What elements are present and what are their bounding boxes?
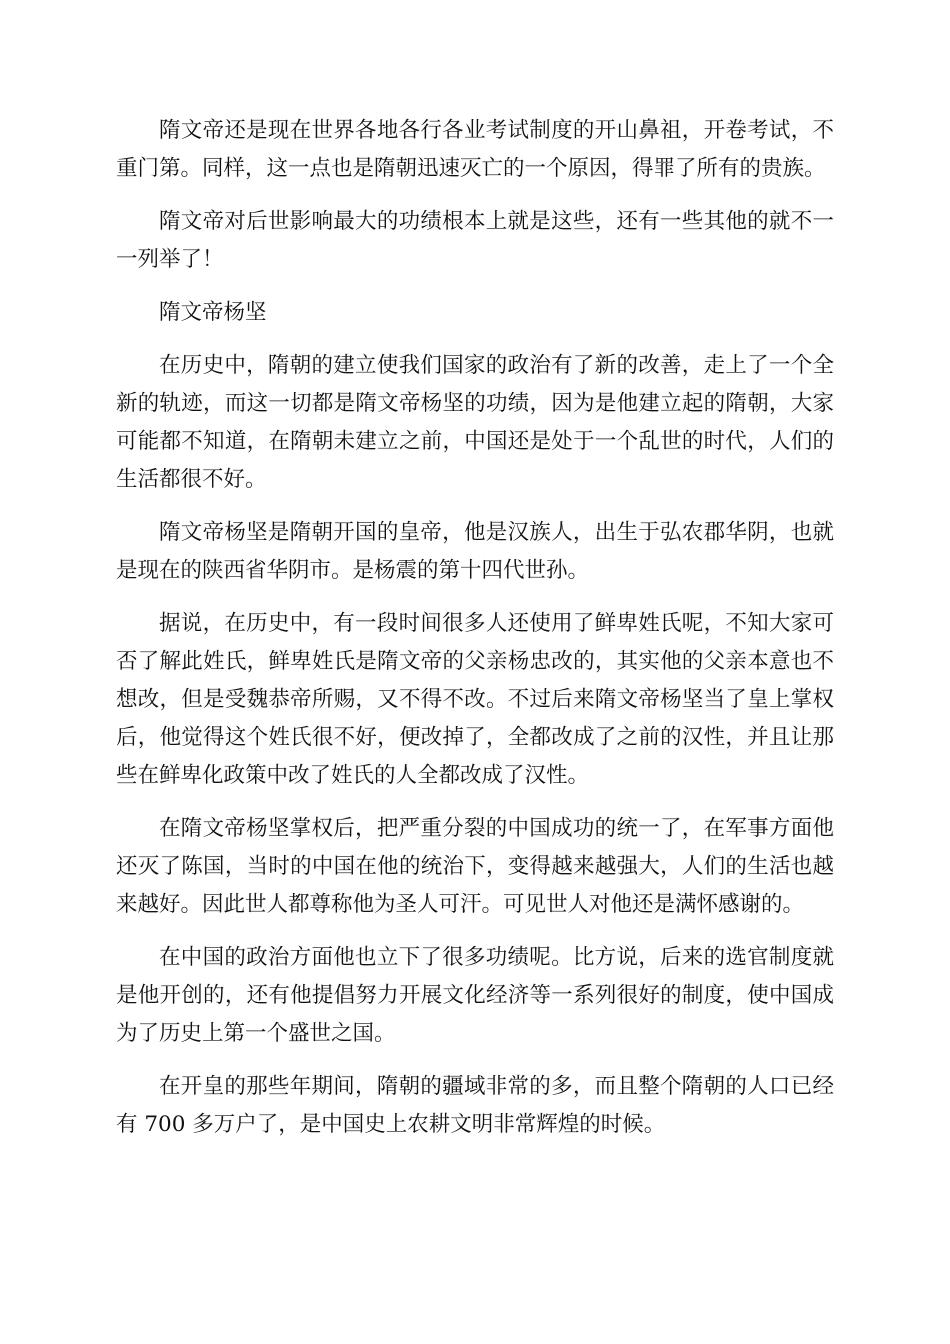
paragraph-sui-founding: 在历史中，隋朝的建立使我们国家的政治有了新的改善，走上了一个全新的轨迹，而这一切都是隋文帝杨坚的功绩，因为是他建立起的隋朝，大家可能都不知道，在隋朝未建立之前，中国还是处于一个乱世的时代，人们的生活都很不好。: [116, 353, 834, 492]
paragraph-xianbei-surname: 据说，在历史中，有一段时间很多人还使用了鲜卑姓氏呢，不知大家可否了解此姓氏，鲜卑姓氏是隋文帝的父亲杨忠改的，其实他的父亲本意也不想改，但是受魏恭帝所赐，又不得不改。不过后来隋文帝杨坚当了皇上掌权后，他觉得这个姓氏很不好，便改掉了，全都改成了之前的汉性，并且让那些在鲜卑化政策中改了姓氏的人全都改成了汉性。: [116, 611, 834, 788]
document-page: [116, 112, 834, 1159]
section-heading-yang-jian: 隋文帝杨坚: [159, 300, 267, 325]
paragraph-achievements-summary: 隋文帝对后世影响最大的功绩根本上就是这些，还有一些其他的就不一一列举了！: [116, 209, 834, 272]
paragraph-kaihuang-era: 在开皇的那些年期间，隋朝的疆域非常的多，而且整个隋朝的人口已经有 700 多万户了，是中国史上农耕文明非常辉煌的时候。: [116, 1074, 834, 1137]
paragraph-birthplace: 隋文帝杨坚是隋朝开国的皇帝，他是汉族人，出生于弘农郡华阴，也就是现在的陕西省华阴市。是杨震的第十四代世孙。: [116, 520, 834, 583]
paragraph-politics: 在中国的政治方面他也立下了很多功绩呢。比方说，后来的选官制度就是他开创的，还有他提倡努力开展文化经济等一系列很好的制度，使中国成为了历史上第一个盛世之国。: [116, 945, 834, 1046]
paragraph-unification: 在隋文帝杨坚掌权后，把严重分裂的中国成功的统一了，在军事方面他还灭了陈国，当时的中国在他的统治下，变得越来越强大，人们的生活也越来越好。因此世人都尊称他为圣人可汗。可见世人对他还是满怀感谢的。: [116, 816, 834, 917]
paragraph-exam-system: 隋文帝还是现在世界各地各行各业考试制度的开山鼻祖，开卷考试，不重门第。同样，这一点也是隋朝迅速灭亡的一个原因，得罪了所有的贵族。: [116, 118, 834, 181]
